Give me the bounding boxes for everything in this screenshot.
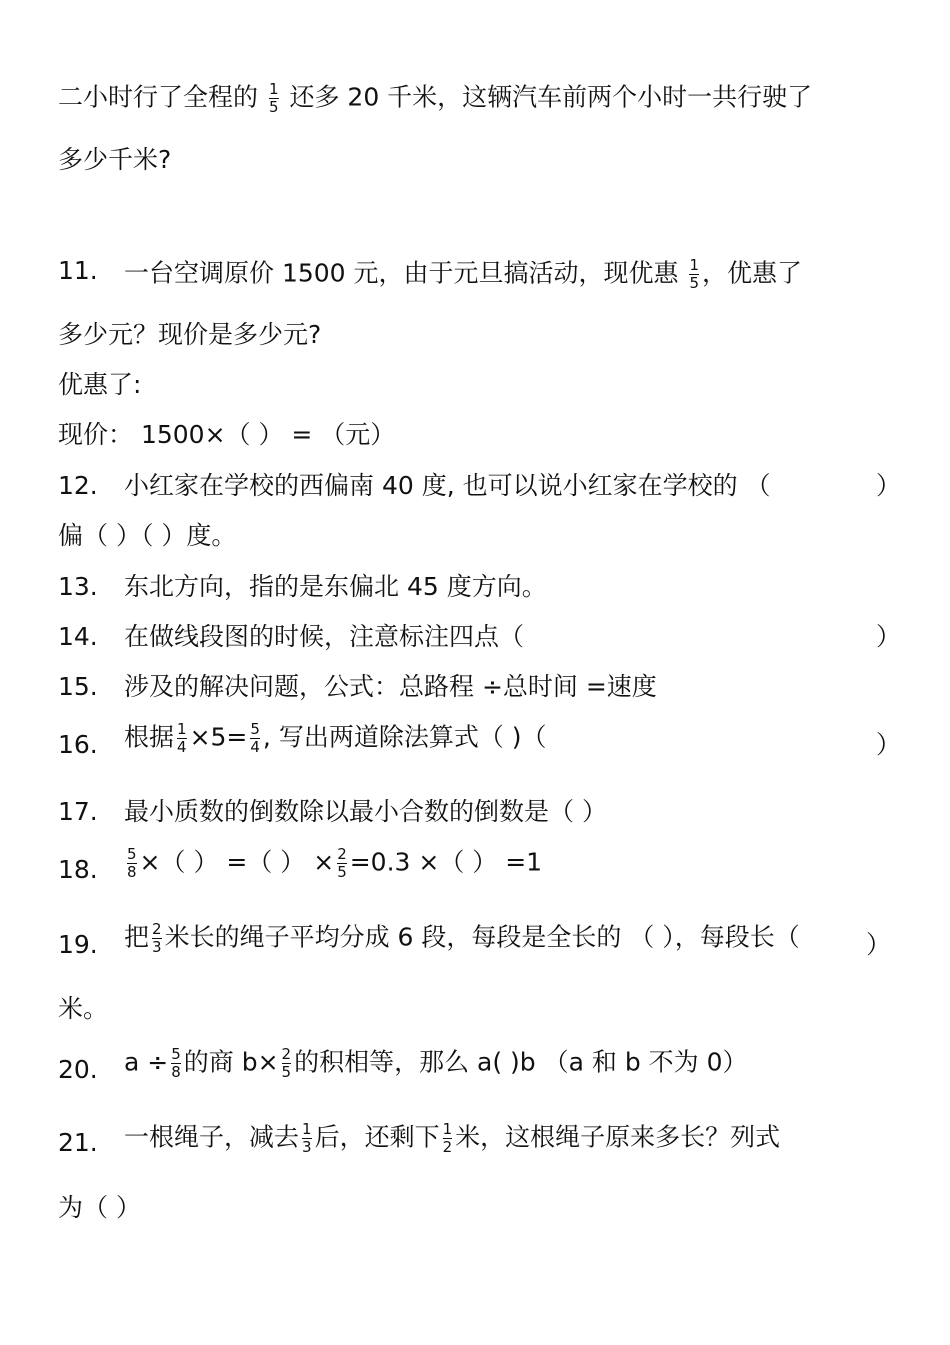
question-11-line-4: 现价： 1500×（ ） = （元） [58,420,396,449]
question-19-line-2: 米。 [58,994,109,1023]
fraction: $\frac{2}{5}$ [281,1045,292,1081]
fraction: $\frac{1}{4}$ [177,720,187,756]
fraction: $\frac{5}{4}$ [250,720,260,756]
fraction: $\frac{1}{5}$ [268,80,279,116]
question-21: 一根绳子，减去 $\frac{1}{3}$ 后，还剩下 $\frac{1}{2}$ 米，这根绳子原来多长？列式 [124,1120,781,1156]
question-number: 18. [58,855,98,884]
question-12-line-2: 偏（ ）（ ）度。 [58,521,237,550]
fraction: $\frac{1}{2}$ [442,1120,453,1156]
question-number: 15. [58,672,98,701]
question-number: 21. [58,1128,98,1157]
question-21-line-2: 为（ ） [58,1193,141,1222]
question-number: 16. [58,730,98,759]
text: 二小时行了全程的 [58,82,259,112]
line-1 [58,82,812,115]
fraction: $\frac{1}{5}$ [689,256,700,292]
right-paren: ） [876,471,902,500]
question-number: 20. [58,1055,98,1084]
question-number: 11. [58,256,98,285]
question-14: 在做线段图的时候，注意标注四点（ [124,622,525,651]
question-17: 最小质数的倒数除以最小合数的倒数是（ ） [124,797,607,826]
fraction: $\frac{2}{3}$ [152,920,162,956]
question-18: $\frac{5}{8}$ ×（ ） =（ ） × $\frac{2}{5}$ =0.3 ×（ ） =1 [127,845,543,881]
right-paren: ） [876,730,902,759]
line-2: 多少千米? [58,145,172,174]
question-12: 小红家在学校的西偏南 40 度, 也可以说小红家在学校的 （ [124,471,771,500]
question-20: a ÷ $\frac{5}{8}$ 的商 b× $\frac{2}{5}$ 的积相等，那么 a( )b （a 和 b 不为 0） [124,1045,748,1081]
fraction: $\frac{5}{8}$ [127,845,137,881]
question-19: 把 $\frac{2}{3}$ 米长的绳子平均分成 6 段，每段是全长的 （ ），每段长（ [124,920,800,956]
question-16: 根据 $\frac{1}{4}$ ×5= $\frac{5}{4}$ , 写出两道除法算式（ )（ [124,720,547,756]
question-11: 一台空调原价 1500 元，由于元旦搞活动，现优惠 $\frac{1}{5}$ ，优惠了 [124,256,803,292]
fraction: $\frac{1}{3}$ [302,1120,312,1156]
question-13: 东北方向，指的是东偏北 45 度方向。 [124,572,547,601]
question-number: 14. [58,622,98,651]
right-paren: ） [866,930,892,959]
question-15: 涉及的解决问题，公式：总路程 ÷总时间 =速度 [124,672,657,701]
question-11-line-3: 优惠了: [58,370,142,399]
question-11-line-2: 多少元？现价是多少元? [58,320,322,349]
question-number: 12. [58,471,98,500]
fraction: $\frac{2}{5}$ [337,845,347,881]
question-number: 17. [58,797,98,826]
fraction: $\frac{5}{8}$ [171,1045,181,1081]
right-paren: ） [876,622,902,651]
question-number: 19. [58,930,98,959]
text: 还多 20 千米，这辆汽车前两个小时一共行驶了 [289,82,813,112]
question-number: 13. [58,572,98,601]
